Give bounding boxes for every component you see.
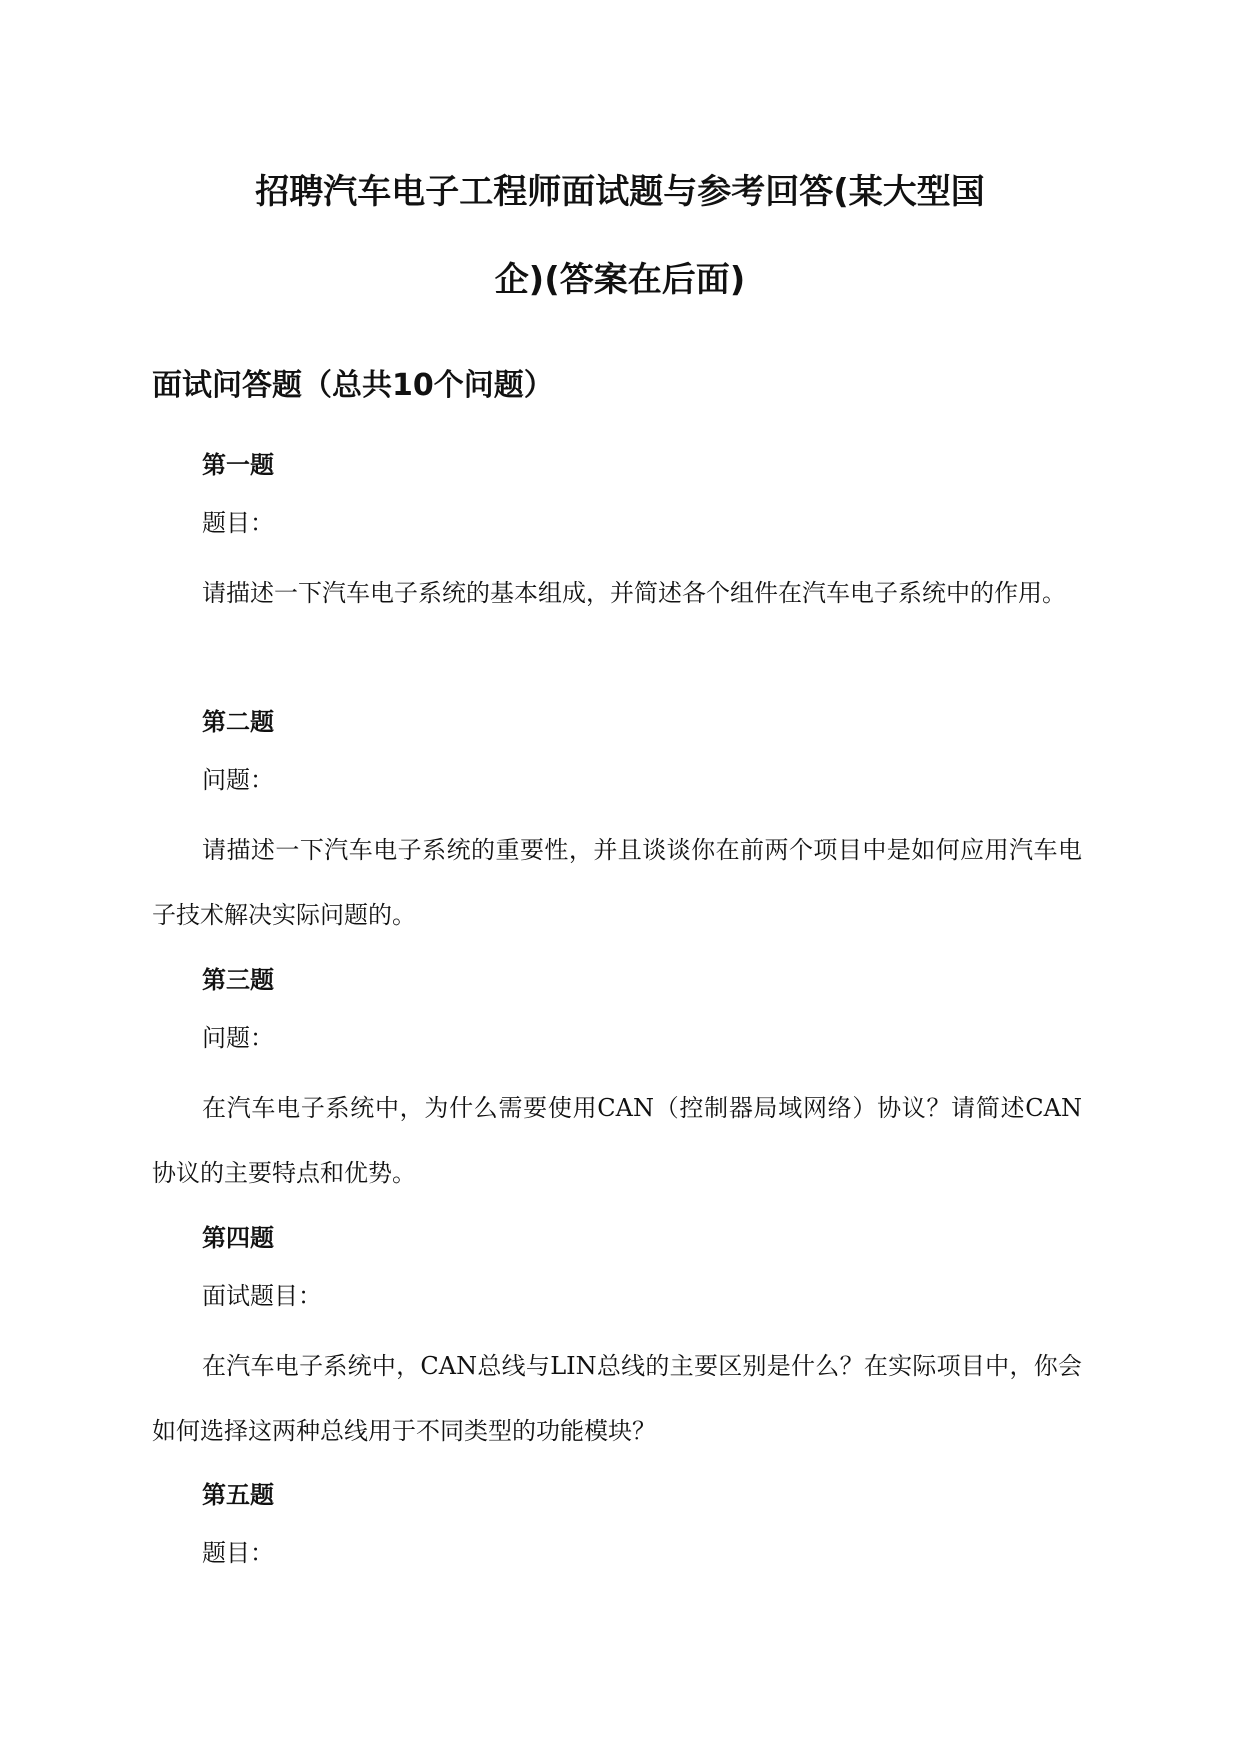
question-3-text: 在汽车电子系统中，为什么需要使用CAN（控制器局域网络）协议？请简述CAN协议的主要特点和优势。 [152, 1094, 1082, 1187]
question-5-heading: 第五题 [202, 1481, 274, 1509]
document-title-line-1: 招聘汽车电子工程师面试题与参考回答(某大型国 [255, 172, 985, 212]
question-5-label: 题目： [202, 1539, 274, 1567]
question-2-heading: 第二题 [202, 708, 274, 736]
section-heading: 面试问答题（总共10个问题） [152, 368, 554, 403]
question-1-label: 题目： [202, 509, 274, 537]
question-1-heading: 第一题 [202, 451, 274, 479]
question-3-heading: 第三题 [202, 966, 274, 994]
question-4-label: 面试题目： [202, 1282, 322, 1310]
question-4-text: 在汽车电子系统中，CAN总线与LIN总线的主要区别是什么？在实际项目中，你会如何选择这两种总线用于不同类型的功能模块？ [152, 1352, 1082, 1445]
question-1-text: 请描述一下汽车电子系统的基本组成，并简述各个组件在汽车电子系统中的作用。 [202, 579, 1066, 607]
question-2-text: 请描述一下汽车电子系统的重要性，并且谈谈你在前两个项目中是如何应用汽车电子技术解决实际问题的。 [152, 836, 1082, 929]
question-4-heading: 第四题 [202, 1224, 274, 1252]
question-2-label: 问题： [202, 766, 274, 794]
document-title-line-2: 企)(答案在后面) [494, 260, 746, 300]
question-3-label: 问题： [202, 1024, 274, 1052]
